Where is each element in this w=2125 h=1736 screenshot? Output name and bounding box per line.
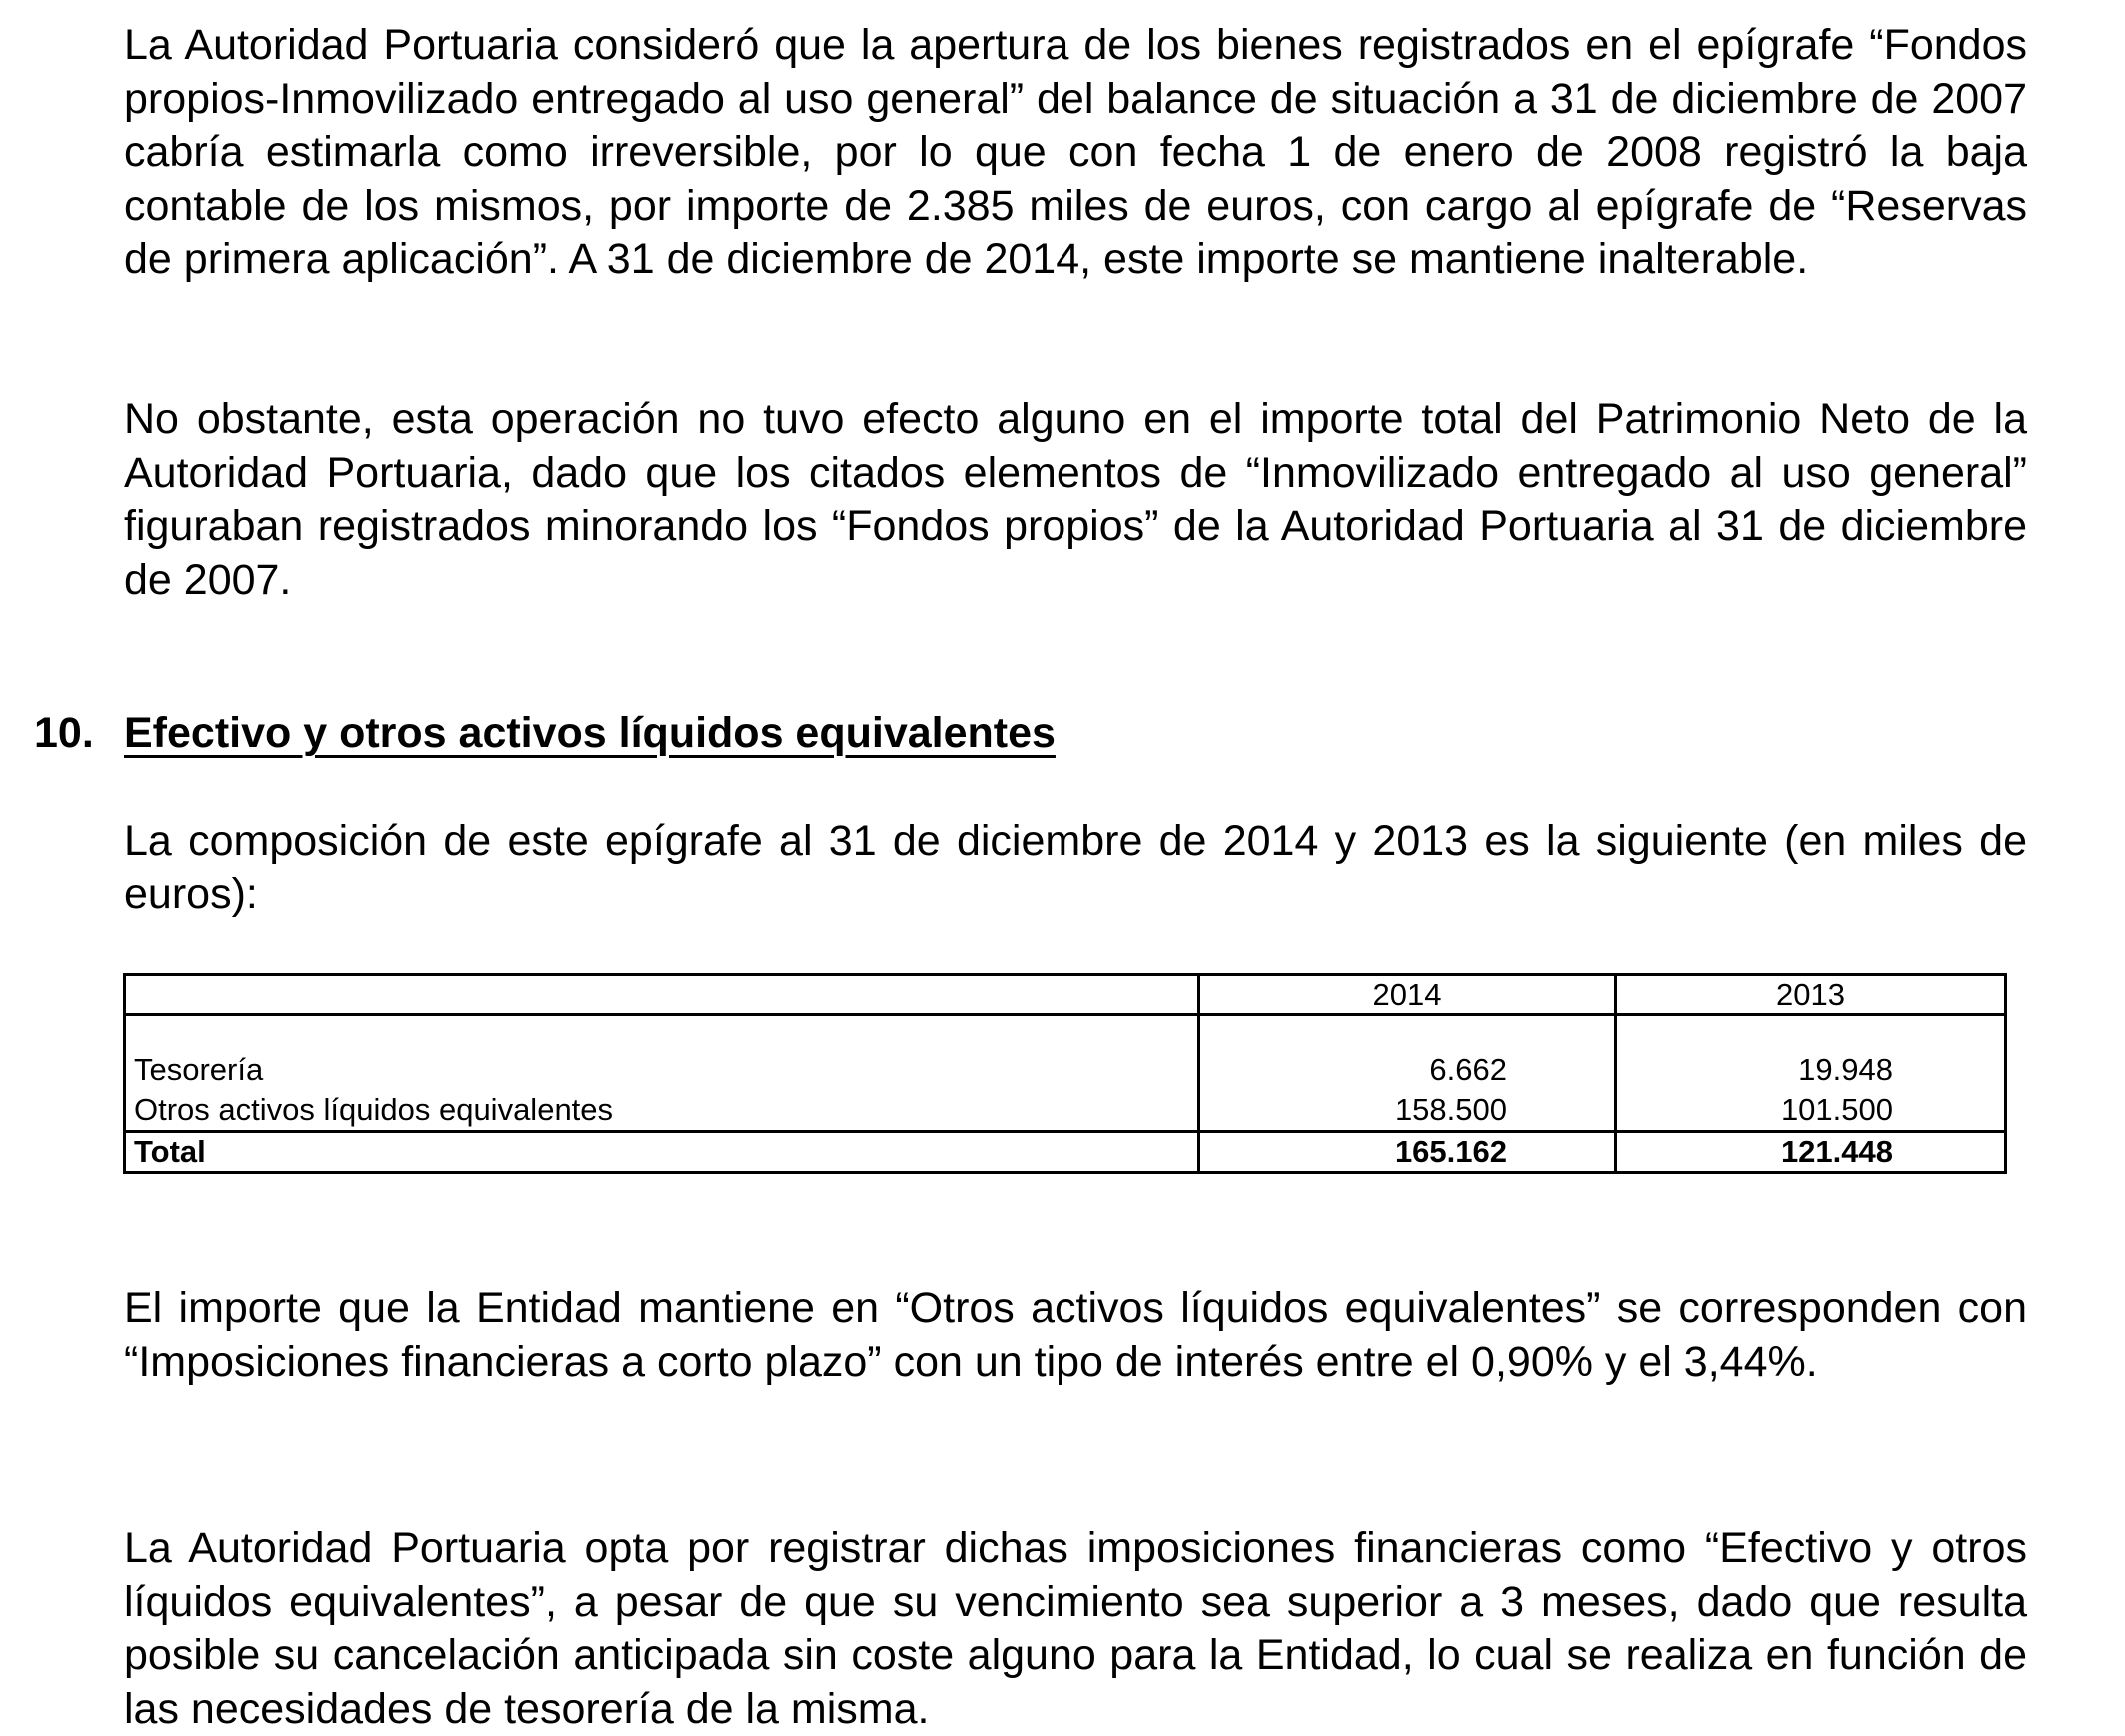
table-row bbox=[125, 1090, 2006, 1132]
table-spacer-row bbox=[125, 1015, 2006, 1051]
paragraph-imposiciones: El importe que la Entidad mantiene en “Otros activos líquidos equivalentes” se corresponden con “Imposiciones financieras a corto plazo” con un tipo de interés entre el 0,90% y el 3,44%. bbox=[124, 1284, 2027, 1386]
table-header-label bbox=[125, 975, 1199, 1015]
total-value-2014: 165.162 bbox=[1199, 1132, 1616, 1173]
table-row bbox=[125, 1050, 2006, 1090]
section-number: 10. bbox=[34, 709, 94, 757]
table-header-2013: 2013 bbox=[1616, 975, 2006, 1015]
cash-equivalents-table bbox=[123, 973, 2007, 1174]
row-value-2014: 158.500 bbox=[1199, 1090, 1616, 1132]
paragraph-patrimonio-neto: No obstante, esta operación no tuvo efecto alguno en el importe total del Patrimonio Neto de la Autoridad Portuaria, dado que los citados elementos de “Inmovilizado entregado al uso general” figuraban registrados minorando los “Fondos propios” de la Autoridad Portuaria al 31 de diciembre de 2007. bbox=[124, 395, 2027, 604]
table-header-2014: 2014 bbox=[1199, 975, 1616, 1015]
section-title: Efectivo y otros activos líquidos equivalentes bbox=[124, 709, 1056, 757]
row-label-tesoreria: Tesorería bbox=[125, 1050, 1199, 1090]
paragraph-reservas-primera-aplicacion: La Autoridad Portuaria consideró que la apertura de los bienes registrados en el epígrafe “Fondos propios-Inmovilizado entregado al uso general” del balance de situación a 31 de diciembre de 2007 cabría estimarla como irreversible, por lo que con fecha 1 de enero de 2008 registró la baja contable de los mismos, por importe de 2.385 miles de euros, con cargo al epígrafe de “Reservas de primera aplicación”. A 31 de diciembre de 2014, este importe se mantiene inalterable. bbox=[124, 21, 2027, 283]
total-label: Total bbox=[125, 1132, 1199, 1173]
paragraph-composicion: La composición de este epígrafe al 31 de diciembre de 2014 y 2013 es la siguiente (en miles de euros): bbox=[124, 817, 2027, 918]
section-heading bbox=[34, 707, 1056, 760]
row-value-2013: 19.948 bbox=[1616, 1050, 2006, 1090]
row-value-2014: 6.662 bbox=[1199, 1050, 1616, 1090]
table-total-row bbox=[125, 1132, 2006, 1173]
row-value-2013: 101.500 bbox=[1616, 1090, 2006, 1132]
row-label-otros-activos: Otros activos líquidos equivalentes bbox=[125, 1090, 1199, 1132]
paragraph-registro-imposiciones: La Autoridad Portuaria opta por registrar dichas imposiciones financieras como “Efectivo y otros líquidos equivalentes”, a pesar de que su vencimiento sea superior a 3 meses, dado que resulta posible su cancelación anticipada sin coste alguno para la Entidad, lo cual se realiza en función de las necesidades de tesorería de la misma. bbox=[124, 1524, 2027, 1733]
total-value-2013: 121.448 bbox=[1616, 1132, 2006, 1173]
table-header-row bbox=[125, 975, 2006, 1015]
